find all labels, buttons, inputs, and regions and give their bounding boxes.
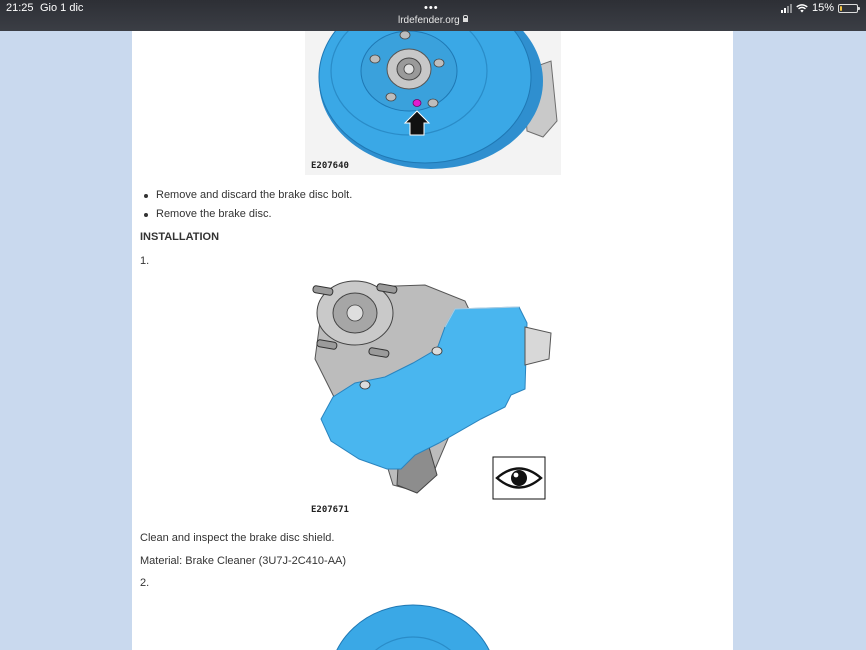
list-item: Remove and discard the brake disc bolt. [140,186,352,205]
step-2-number: 2. [140,577,150,589]
brake-disc-illustration [305,31,561,175]
page-content [132,31,733,650]
lock-icon [463,18,468,22]
battery-icon [838,4,858,13]
address-bar[interactable] [398,15,468,26]
section-heading: INSTALLATION [140,231,220,243]
list-item: Remove the brake disc. [140,205,352,224]
brake-shield-illustration [305,279,561,519]
battery-percent: 15% [811,2,834,14]
cellular-signal-icon [781,4,792,13]
step-1-text: Clean and inspect the brake disc shield. [140,532,335,544]
removal-steps-list [140,186,352,224]
figure-brake-disc-install [305,599,561,650]
step-1-number: 1. [140,255,150,267]
figure-brake-disc [305,31,561,175]
status-date: Gio 1 dic [40,2,84,14]
tab-overview-dots[interactable]: ••• [424,2,439,14]
figure-1-label: E207640 [311,161,349,171]
status-indicators [781,2,858,14]
brake-disc-install-illustration [305,599,561,650]
wifi-icon [796,4,808,13]
url-text: lrdefender.org [398,15,460,26]
status-time: 21:25 [6,2,34,14]
battery-level [840,6,842,11]
figure-2-label: E207671 [311,505,349,515]
figure-brake-shield [305,279,561,519]
material-text: Material: Brake Cleaner (3U7J-2C410-AA) [140,555,347,567]
status-bar [0,0,866,31]
